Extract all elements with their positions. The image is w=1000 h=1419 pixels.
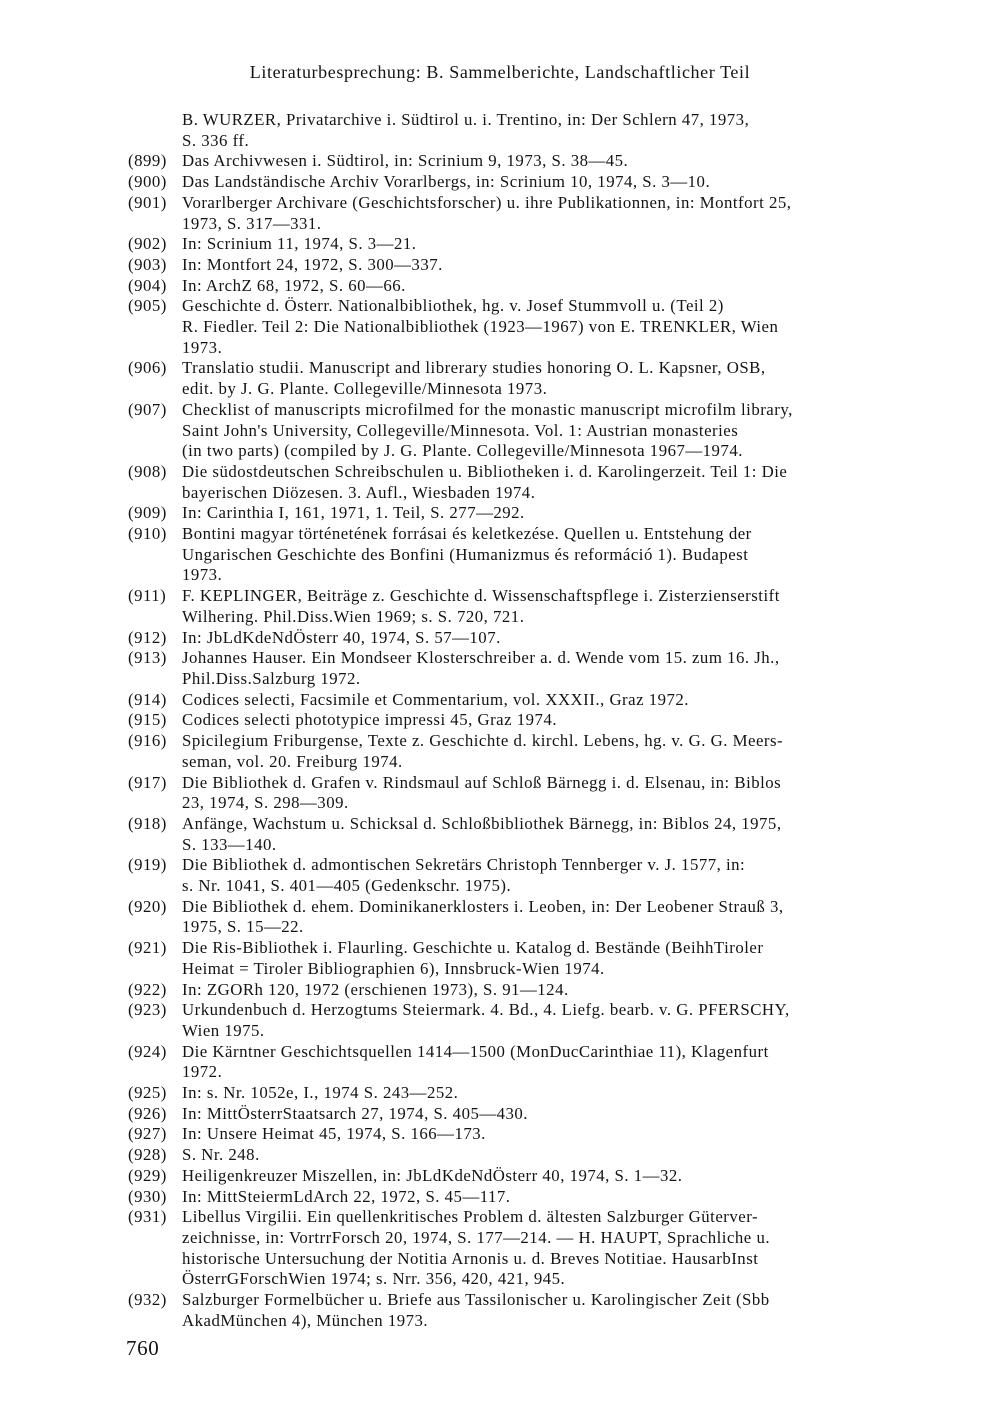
reference-text (182, 1187, 880, 1208)
reference-line: In: s. Nr. 1052e, I., 1974 S. 243—252. (182, 1083, 459, 1103)
reference-number: (906) (128, 358, 167, 378)
reference-line: ÖsterrGForschWien 1974; s. Nrr. 356, 420, 421, 945. (182, 1269, 566, 1289)
reference-line: S. Nr. 248. (182, 1145, 260, 1165)
reference-text (182, 855, 880, 896)
reference-entry (128, 524, 880, 586)
reference-text (182, 358, 880, 399)
reference-line: Libellus Virgilii. Ein quellenkritisches Problem d. ältesten Salzburger Güterver- (182, 1207, 759, 1227)
reference-entry (128, 855, 880, 896)
reference-line: In: MittSteiermLdArch 22, 1972, S. 45—117. (182, 1186, 511, 1206)
reference-text (182, 172, 880, 193)
reference-line: Das Archivwesen i. Südtirol, in: Scrinium 9, 1973, S. 38—45. (182, 151, 629, 171)
reference-line: historische Untersuchung der Notitia Arnonis u. d. Breves Notitiae. HausarbInst (182, 1248, 759, 1268)
reference-entry (128, 1083, 880, 1104)
reference-text (182, 1290, 880, 1331)
reference-line: Die südostdeutschen Schreibschulen u. Bibliotheken i. d. Karolingerzeit. Teil 1: Die (182, 461, 788, 481)
reference-line: In: Unsere Heimat 45, 1974, S. 166—173. (182, 1124, 486, 1144)
reference-entry (128, 1207, 880, 1290)
reference-entry (128, 358, 880, 399)
reference-text (182, 503, 880, 524)
reference-text (182, 628, 880, 649)
reference-number: (903) (128, 254, 167, 274)
reference-number: (917) (128, 772, 167, 792)
reference-number: (913) (128, 648, 167, 668)
reference-entry (128, 648, 880, 689)
reference-line: Saint John's University, Collegeville/Minnesota. Vol. 1: Austrian monasteries (182, 420, 739, 440)
reference-number: (907) (128, 399, 167, 419)
reference-line: 1973. (182, 337, 223, 357)
reference-text (182, 710, 880, 731)
reference-number: (900) (128, 172, 167, 192)
reference-text (182, 1145, 880, 1166)
reference-text (182, 234, 880, 255)
reference-line: Geschichte d. Österr. Nationalbibliothek, hg. v. Josef Stummvoll u. (Teil 2) (182, 296, 724, 316)
reference-line: F. KEPLINGER, Beiträge z. Geschichte d. Wissenschaftspflege i. Zisterzienserstift (182, 586, 780, 606)
reference-text (182, 648, 880, 689)
reference-number: (911) (128, 586, 167, 606)
reference-text (182, 400, 880, 462)
reference-line: In: Carinthia I, 161, 1971, 1. Teil, S. 277—292. (182, 503, 525, 523)
reference-entry (128, 897, 880, 938)
reference-entry (128, 690, 880, 711)
reference-list (128, 110, 880, 1331)
reference-line: Translatio studii. Manuscript and librerary studies honoring O. L. Kapsner, OSB, (182, 358, 766, 378)
reference-text (182, 586, 880, 627)
reference-number: (919) (128, 855, 167, 875)
reference-entry (128, 110, 880, 151)
reference-number: (929) (128, 1165, 167, 1185)
reference-line: In: Montfort 24, 1972, S. 300—337. (182, 254, 443, 274)
reference-number: (912) (128, 627, 167, 647)
reference-line: In: ArchZ 68, 1972, S. 60—66. (182, 275, 406, 295)
reference-line: 1975, S. 15—22. (182, 917, 304, 937)
reference-line: Urkundenbuch d. Herzogtums Steiermark. 4. Bd., 4. Liefg. bearb. v. G. PFERSCHY, (182, 1000, 790, 1020)
reference-text (182, 1042, 880, 1083)
reference-number: (918) (128, 813, 167, 833)
reference-entry (128, 1290, 880, 1331)
reference-number: (899) (128, 151, 167, 171)
reference-entry (128, 296, 880, 358)
reference-line: Checklist of manuscripts microfilmed for the monastic manuscript microfilm library, (182, 399, 793, 419)
reference-number: (928) (128, 1145, 167, 1165)
reference-number: (910) (128, 524, 167, 544)
reference-entry (128, 1187, 880, 1208)
reference-entry (128, 151, 880, 172)
reference-line: Ungarischen Geschichte des Bonfini (Humanizmus és reformáció 1). Budapest (182, 544, 749, 564)
reference-entry (128, 1166, 880, 1187)
reference-number: (915) (128, 710, 167, 730)
reference-text (182, 524, 880, 586)
reference-text (182, 1104, 880, 1125)
reference-number: (932) (128, 1290, 167, 1310)
reference-entry (128, 586, 880, 627)
reference-line: Das Landständische Archiv Vorarlbergs, in: Scrinium 10, 1974, S. 3—10. (182, 172, 711, 192)
reference-text (182, 1000, 880, 1041)
reference-line: Bontini magyar történetének forrásai és keletkezése. Quellen u. Entstehung der (182, 524, 752, 544)
reference-line: Anfänge, Wachstum u. Schicksal d. Schloßbibliothek Bärnegg, in: Biblos 24, 1975, (182, 813, 782, 833)
reference-entry (128, 1145, 880, 1166)
reference-line: Die Bibliothek d. ehem. Dominikanerklosters i. Leoben, in: Der Leobener Strauß 3, (182, 896, 784, 916)
reference-line: R. Fiedler. Teil 2: Die Nationalbibliothek (1923—1967) von E. TRENKLER, Wien (182, 317, 779, 337)
reference-entry (128, 710, 880, 731)
reference-number: (914) (128, 689, 167, 709)
reference-text (182, 690, 880, 711)
reference-text (182, 1166, 880, 1187)
reference-number: (922) (128, 979, 167, 999)
reference-line: Heimat = Tiroler Bibliographien 6), Innsbruck-Wien 1974. (182, 958, 605, 978)
reference-text (182, 276, 880, 297)
reference-number: (916) (128, 731, 167, 751)
reference-number: (930) (128, 1186, 167, 1206)
reference-number: (920) (128, 896, 167, 916)
reference-entry (128, 503, 880, 524)
reference-entry (128, 255, 880, 276)
reference-entry (128, 400, 880, 462)
reference-line: Die Kärntner Geschichtsquellen 1414—1500 (MonDucCarinthiae 11), Klagenfurt (182, 1041, 769, 1061)
reference-text (182, 814, 880, 855)
reference-text (182, 980, 880, 1001)
reference-entry (128, 731, 880, 772)
reference-line: Wilhering. Phil.Diss.Wien 1969; s. S. 720, 721. (182, 606, 525, 626)
reference-text (182, 731, 880, 772)
reference-text (182, 110, 880, 151)
reference-number: (931) (128, 1207, 167, 1227)
reference-number: (924) (128, 1041, 167, 1061)
reference-entry (128, 814, 880, 855)
reference-entry (128, 234, 880, 255)
reference-line: Die Bibliothek d. admontischen Sekretärs Christoph Tennberger v. J. 1577, in: (182, 855, 746, 875)
reference-line: 1972. (182, 1062, 223, 1082)
page-number: 760 (126, 1336, 160, 1360)
reference-line: Salzburger Formelbücher u. Briefe aus Tassilonischer u. Karolingischer Zeit (Sbb (182, 1290, 770, 1310)
reference-number: (923) (128, 1000, 167, 1020)
reference-text (182, 938, 880, 979)
reference-line: seman, vol. 20. Freiburg 1974. (182, 751, 403, 771)
reference-text (182, 296, 880, 358)
reference-line: In: ZGORh 120, 1972 (erschienen 1973), S. 91—124. (182, 979, 569, 999)
reference-line: In: Scrinium 11, 1974, S. 3—21. (182, 234, 417, 254)
reference-number: (902) (128, 234, 167, 254)
reference-entry (128, 462, 880, 503)
reference-entry (128, 172, 880, 193)
reference-text (182, 151, 880, 172)
reference-number: (926) (128, 1103, 167, 1123)
reference-line: Wien 1975. (182, 1020, 265, 1040)
reference-entry (128, 276, 880, 297)
reference-text (182, 1083, 880, 1104)
reference-text (182, 897, 880, 938)
reference-line: 1973. (182, 565, 223, 585)
reference-entry (128, 1124, 880, 1145)
reference-number: (908) (128, 461, 167, 481)
running-head: Literaturbesprechung: B. Sammelberichte, Landschaftlicher Teil (249, 62, 751, 82)
reference-entry (128, 980, 880, 1001)
reference-entry (128, 1042, 880, 1083)
reference-entry (128, 773, 880, 814)
reference-line: Heiligenkreuzer Miszellen, in: JbLdKdeNdÖsterr 40, 1974, S. 1—32. (182, 1165, 683, 1185)
reference-number: (904) (128, 275, 167, 295)
reference-entry (128, 628, 880, 649)
reference-line: B. WURZER, Privatarchive i. Südtirol u. i. Trentino, in: Der Schlern 47, 1973, (182, 110, 750, 129)
reference-line: 1973, S. 317—331. (182, 213, 322, 233)
reference-line: S. 336 ff. (182, 130, 250, 150)
reference-number: (925) (128, 1083, 167, 1103)
reference-line: Codices selecti, Facsimile et Commentarium, vol. XXXII., Graz 1972. (182, 689, 689, 709)
reference-text (182, 1124, 880, 1145)
reference-text (182, 255, 880, 276)
reference-line: Spicilegium Friburgense, Texte z. Geschichte d. kirchl. Lebens, hg. v. G. G. Meers- (182, 731, 784, 751)
reference-text (182, 1207, 880, 1290)
reference-line: bayerischen Diözesen. 3. Aufl., Wiesbaden 1974. (182, 482, 536, 502)
reference-text (182, 773, 880, 814)
reference-number: (921) (128, 938, 167, 958)
reference-line: In: MittÖsterrStaatsarch 27, 1974, S. 405—430. (182, 1103, 529, 1123)
reference-line: 23, 1974, S. 298—309. (182, 793, 349, 813)
reference-line: AkadMünchen 4), München 1973. (182, 1310, 429, 1330)
reference-line: Vorarlberger Archivare (Geschichtsforscher) u. ihre Publikationnen, in: Montfort 25, (182, 192, 792, 212)
reference-line: Phil.Diss.Salzburg 1972. (182, 668, 361, 688)
reference-number: (927) (128, 1124, 167, 1144)
reference-line: In: JbLdKdeNdÖsterr 40, 1974, S. 57—107. (182, 627, 501, 647)
reference-number: (901) (128, 192, 167, 212)
reference-line: zeichnisse, in: VortrrForsch 20, 1974, S. 177—214. — H. HAUPT, Sprachliche u. (182, 1227, 771, 1247)
reference-line: s. Nr. 1041, S. 401—405 (Gedenkschr. 1975). (182, 876, 512, 896)
reference-text (182, 193, 880, 234)
reference-number: (909) (128, 503, 167, 523)
reference-line: edit. by J. G. Plante. Collegeville/Minnesota 1973. (182, 379, 548, 399)
reference-line: (in two parts) (compiled by J. G. Plante. Collegeville/Minnesota 1967—1974. (182, 441, 743, 461)
reference-entry (128, 1104, 880, 1125)
reference-line: S. 133—140. (182, 834, 277, 854)
reference-entry (128, 938, 880, 979)
reference-line: Die Bibliothek d. Grafen v. Rindsmaul auf Schloß Bärnegg i. d. Elsenau, in: Biblos (182, 772, 782, 792)
reference-line: Die Ris-Bibliothek i. Flaurling. Geschichte u. Katalog d. Bestände (BeihhTiroler (182, 938, 764, 958)
reference-entry (128, 1000, 880, 1041)
reference-text (182, 462, 880, 503)
reference-number: (905) (128, 296, 167, 316)
reference-line: Johannes Hauser. Ein Mondseer Klosterschreiber a. d. Wende vom 15. zum 16. Jh., (182, 648, 780, 668)
reference-line: Codices selecti phototypice impressi 45, Graz 1974. (182, 710, 558, 730)
reference-entry (128, 193, 880, 234)
